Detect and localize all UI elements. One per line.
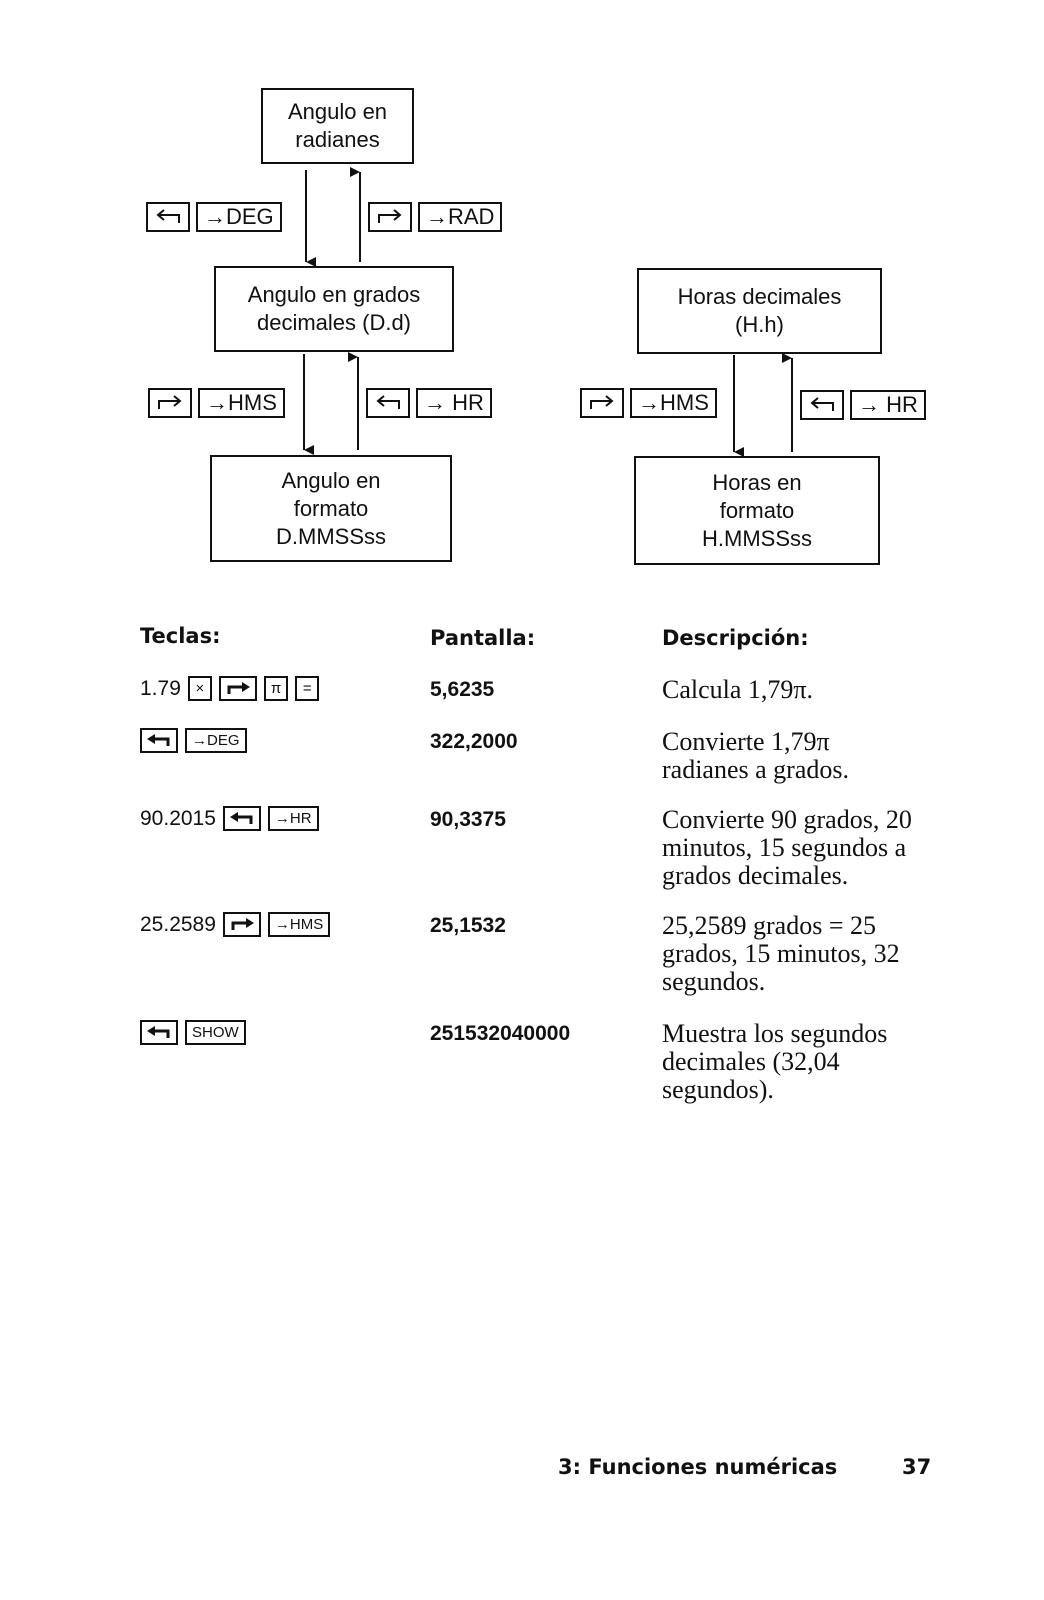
right-shift-key-icon xyxy=(587,395,617,411)
right-shift-key-icon xyxy=(375,209,405,225)
right-shift-key[interactable] xyxy=(223,912,261,937)
left-shift-key[interactable] xyxy=(366,388,410,418)
left-shift-key-icon xyxy=(807,397,837,413)
box-line: D.MMSSss xyxy=(276,523,386,549)
display-value: 25,1532 xyxy=(430,914,506,937)
show-key[interactable]: SHOW xyxy=(185,1020,246,1045)
header-description: Descripción: xyxy=(662,626,809,650)
pi-key[interactable]: π xyxy=(264,676,288,701)
page-number: 37 xyxy=(902,1455,932,1479)
to-hr-key[interactable]: → HR xyxy=(850,390,926,420)
row-keys xyxy=(140,806,319,831)
box-line: Horas en xyxy=(712,469,802,495)
keys-to-degrees xyxy=(146,202,282,232)
number-entry: 1.79 xyxy=(140,676,181,700)
box-line: Angulo en xyxy=(281,467,381,493)
right-shift-key[interactable] xyxy=(368,202,412,232)
to-rad-key[interactable]: →RAD xyxy=(418,202,502,232)
right-shift-key-icon xyxy=(229,917,255,932)
left-shift-key-icon xyxy=(146,733,172,748)
left-shift-key-icon xyxy=(153,209,183,225)
keys-to-hms-angle xyxy=(148,388,285,418)
display-value: 322,2000 xyxy=(430,730,518,753)
box-dms-angle xyxy=(210,455,452,562)
left-shift-key[interactable] xyxy=(146,202,190,232)
header-keys: Teclas: xyxy=(140,624,221,648)
right-shift-key[interactable] xyxy=(148,388,192,418)
header-display: Pantalla: xyxy=(430,626,536,650)
to-hr-key[interactable]: →HR xyxy=(268,806,319,831)
box-line: Horas decimales xyxy=(677,284,842,309)
row-keys xyxy=(140,728,247,753)
left-shift-key-icon xyxy=(229,811,255,826)
to-deg-key[interactable]: →DEG xyxy=(185,728,247,753)
right-shift-key[interactable] xyxy=(580,388,624,418)
right-shift-key[interactable] xyxy=(219,676,257,701)
left-shift-key-icon xyxy=(373,395,403,411)
equals-key[interactable]: = xyxy=(295,676,319,701)
left-shift-key-icon xyxy=(146,1025,172,1040)
box-radians xyxy=(261,88,414,164)
chapter-title: 3: Funciones numéricas xyxy=(558,1455,838,1479)
right-shift-key-icon xyxy=(225,681,251,696)
description-text: Convierte 90 grados, 20 minutos, 15 segundos a grados decimales. xyxy=(662,805,912,890)
box-hms-hours xyxy=(634,456,880,565)
left-shift-key[interactable] xyxy=(223,806,261,831)
box-line: formato xyxy=(719,497,795,523)
left-shift-key[interactable] xyxy=(800,390,844,420)
box-decimal-degrees xyxy=(214,266,454,352)
row-keys xyxy=(140,676,319,701)
box-line: Angulo en xyxy=(287,99,388,124)
display-value: 251532040000 xyxy=(430,1022,571,1045)
box-line: decimales (D.d) xyxy=(256,310,412,335)
multiply-key[interactable]: × xyxy=(188,676,212,701)
row-keys xyxy=(140,1020,246,1045)
keys-to-hms-hours xyxy=(580,388,717,418)
to-hr-key[interactable]: → HR xyxy=(416,388,492,418)
description-text: Muestra los segundos decimales (32,04 segundos). xyxy=(662,1019,888,1104)
to-hms-key[interactable]: →HMS xyxy=(630,388,717,418)
keys-to-hr-angle xyxy=(366,388,492,418)
number-entry: 90.2015 xyxy=(140,806,216,830)
description-text: Convierte 1,79π radianes a grados. xyxy=(662,727,849,784)
right-shift-key-icon xyxy=(155,395,185,411)
description-text: 25,2589 grados = 25 grados, 15 minutos, 32 segundos. xyxy=(662,911,900,996)
keys-to-hr-hours xyxy=(800,390,926,420)
box-line: H.MMSSss xyxy=(702,525,812,551)
to-hms-key[interactable]: →HMS xyxy=(198,388,285,418)
number-entry: 25.2589 xyxy=(140,912,216,936)
row-keys xyxy=(140,912,330,937)
box-line: radianes xyxy=(295,127,380,152)
keys-to-radians xyxy=(368,202,502,232)
conversion-arrows xyxy=(0,0,1044,600)
to-hms-key[interactable]: →HMS xyxy=(268,912,330,937)
display-value: 5,6235 xyxy=(430,678,495,701)
box-line: Angulo en grados xyxy=(247,282,421,307)
box-line: (H.h) xyxy=(735,312,784,337)
box-decimal-hours xyxy=(637,268,882,354)
left-shift-key[interactable] xyxy=(140,1020,178,1045)
box-line: formato xyxy=(293,495,369,521)
left-shift-key[interactable] xyxy=(140,728,178,753)
to-deg-key[interactable]: →DEG xyxy=(196,202,282,232)
description-text: Calcula 1,79π. xyxy=(662,675,814,704)
display-value: 90,3375 xyxy=(430,808,506,831)
